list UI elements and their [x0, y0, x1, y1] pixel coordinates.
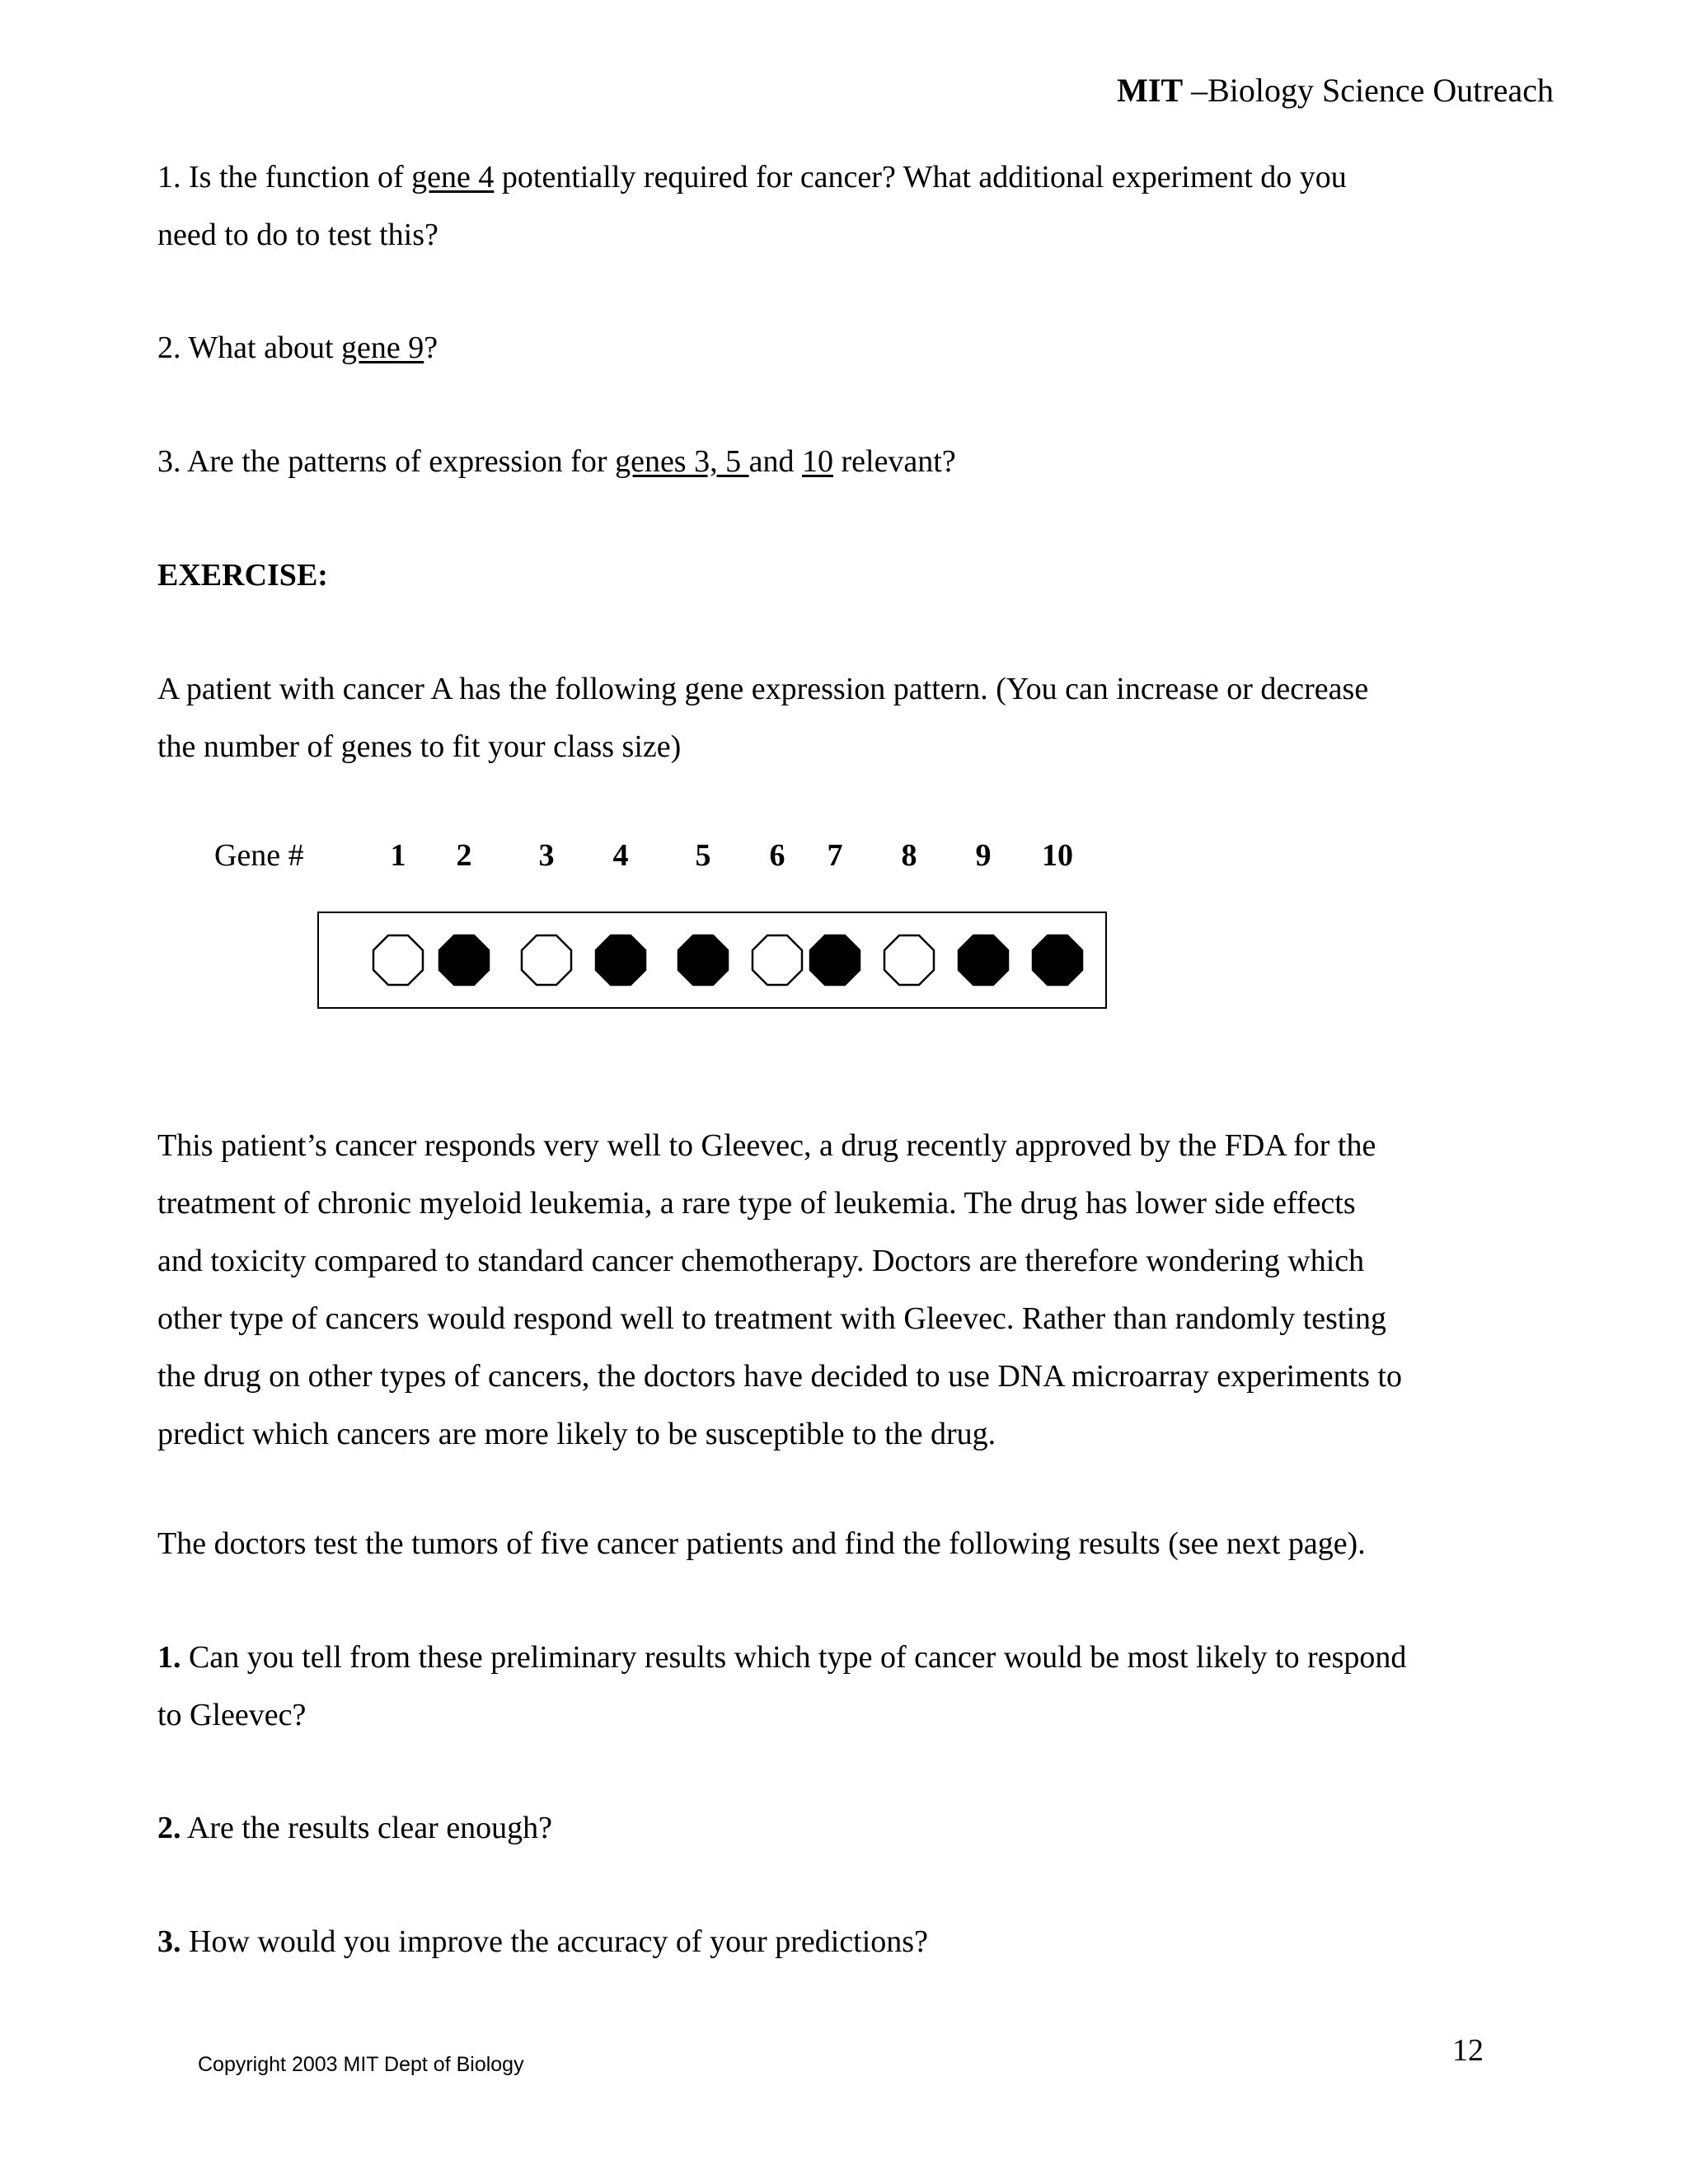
gene-dot-6-not-expressed [751, 934, 804, 987]
test-sentence: The doctors test the tumors of five cancer patients and find the following results (see next page). [157, 1526, 1366, 1561]
header-org: MIT [1117, 72, 1184, 109]
gleevec-paragraph: This patient’s cancer responds very well to Gleevec, a drug recently approved by the FDA for the treatment of chronic myeloid leukemia, a rare type of leukemia. The drug has lower side effects and toxicity compared to standard cancer chemotherapy. Doctors are therefore wondering which other type of cancers would respond well to treatment with Gleevec. Rather than randomly testing the drug on other types of cancers, the doctors have decided to use DNA microarray experiments to predict which cancers are more likely to be susceptible to the drug. [157, 1128, 1402, 1451]
page-number: 12 [1452, 2033, 1484, 2068]
gene-number-2: 2 [456, 838, 472, 873]
gene-dot-4-expressed [594, 934, 647, 987]
gene-10-ref: 10 [801, 444, 833, 479]
gene-number-8: 8 [901, 838, 917, 873]
gene-dot-1-not-expressed [372, 934, 424, 987]
gene-4-ref: gene 4 [411, 160, 495, 194]
exercise-question-3: 3. How would you improve the accuracy of your predictions? [157, 1924, 928, 1959]
question-2: 2. What about gene 9? [157, 330, 438, 365]
exercise-intro: A patient with cancer A has the following gene expression pattern. (You can increase or decrease the number of genes to fit your class size) [157, 672, 1369, 764]
gene-dot-9-expressed [957, 934, 1010, 987]
gene-dot-2-expressed [438, 934, 490, 987]
gene-label: Gene # [214, 838, 304, 873]
gene-number-4: 4 [612, 838, 629, 873]
gene-number-1: 1 [390, 838, 406, 873]
page-header [1117, 71, 1554, 110]
copyright: Copyright 2003 MIT Dept of Biology [198, 2053, 524, 2076]
gene-dot-10-expressed [1031, 934, 1084, 987]
gene-number-10: 10 [1042, 838, 1073, 873]
question-3: 3. Are the patterns of expression for genes 3, 5 and 10 relevant? [157, 444, 956, 479]
gene-number-9: 9 [975, 838, 992, 873]
exercise-heading: EXERCISE: [157, 558, 328, 593]
gene-dot-5-expressed [677, 934, 729, 987]
genes-3-5-ref: genes 3, 5 [615, 444, 749, 479]
question-1: 1. Is the function of gene 4 potentially required for cancer? What additional experiment do you need to do to test this? [157, 160, 1347, 252]
gene-number-3: 3 [538, 838, 555, 873]
gene-dot-8-not-expressed [883, 934, 935, 987]
gene-number-7: 7 [827, 838, 843, 873]
gene-dot-3-not-expressed [520, 934, 573, 987]
gene-number-5: 5 [695, 838, 711, 873]
header-dept: –Biology Science Outreach [1183, 72, 1554, 109]
gene-9-ref: gene 9 [341, 330, 424, 365]
exercise-question-1: 1. Can you tell from these preliminary results which type of cancer would be most likely to respond to Gleevec? [157, 1640, 1407, 1732]
gene-number-6: 6 [769, 838, 785, 873]
exercise-question-2: 2. Are the results clear enough? [157, 1811, 553, 1845]
gene-dot-7-expressed [809, 934, 861, 987]
